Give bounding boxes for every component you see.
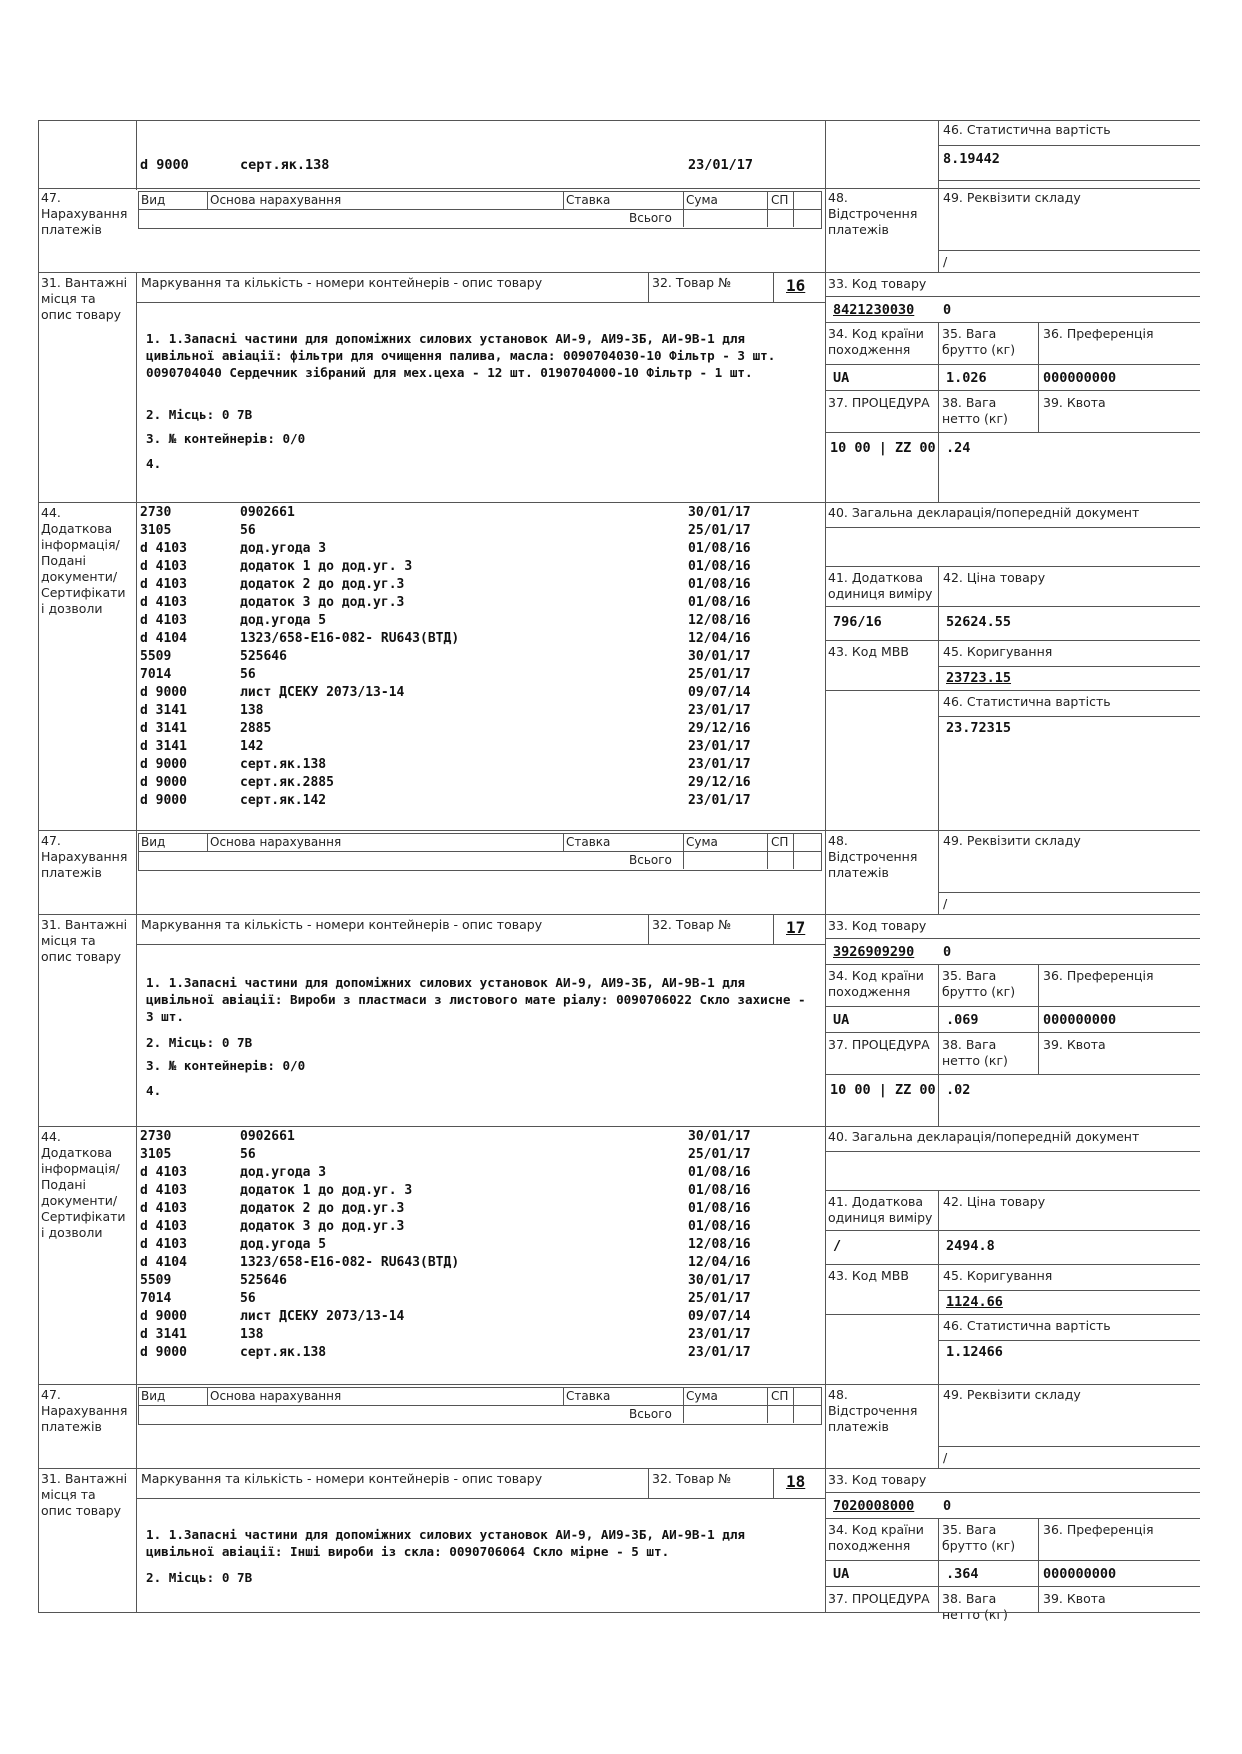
price-label: 42. Ціна товару [943,1194,1046,1209]
net-label: 38. Вага нетто (кг) [942,395,1008,426]
ref-doc: 138 [240,1327,264,1342]
item-number: 17 [786,918,806,937]
pref-value: 000000000 [1043,1566,1117,1582]
ref-dates [688,1128,798,1362]
ref-date: 01/08/16 [688,559,751,574]
procedure-value: 10 00 | ZZ 00 [830,1082,936,1098]
ref-code: d 9000 [140,1345,187,1360]
gross-value: .069 [946,1012,979,1028]
marking-label: Маркування та кількість - номери контейнерів - опис товару [141,1471,543,1486]
ref-code: d 4103 [140,1219,187,1234]
correction-label: 45. Коригування [943,1268,1053,1283]
line-4: 4. [146,1083,162,1098]
net-value: .24 [946,440,971,456]
containers-count: 3. № контейнерів: 0/0 [146,1058,306,1073]
places-count: 2. Місць: 0 7В [146,1570,253,1585]
ref-code: d 4103 [140,1183,187,1198]
ref-code: 7014 [140,1291,172,1306]
vid-header: Вид [141,193,166,207]
ref-code: d 9000 [140,1309,187,1324]
ref-code: 5509 [140,1273,172,1288]
code-suffix: 0 [943,302,952,318]
box47-label: 47. Нарахування платежів [41,190,128,237]
ref-code: d 9000 [140,757,187,772]
stat-value: 23.72315 [946,720,1012,736]
vid-header: Вид [141,835,166,849]
ref-doc: 2885 [240,721,272,736]
ref-date: 25/01/17 [688,523,751,538]
vid-header: Вид [141,1389,166,1403]
pref-label: 36. Преференція [1043,326,1154,341]
gross-label: 35. Вага брутто (кг) [942,1522,1016,1553]
line-4: 4. [146,456,162,471]
ref-code: d 4103 [140,595,187,610]
procedure-value: 10 00 | ZZ 00 [830,440,936,456]
ref-code: 3105 [140,1147,172,1162]
stat-label: 46. Статистична вартість [943,1318,1111,1333]
ref-doc: додаток 2 до дод.уг.3 [240,1201,405,1216]
ref-doc: додаток 3 до дод.уг.3 [240,1219,405,1234]
places-count: 2. Місць: 0 7В [146,1035,253,1050]
ref-code: d 9000 [140,775,187,790]
ref-doc: 525646 [240,649,287,664]
ref-doc: 142 [240,739,264,754]
ref-date: 23/01/17 [688,1327,751,1342]
ref-doc: 1323/658-Е16-082- RU643(ВТД) [240,631,460,646]
ref-date: 23/01/17 [688,757,751,772]
ref-doc: серт.як.142 [240,793,327,808]
ref-code: d 4103 [140,559,187,574]
ref-doc: серт.як.138 [240,757,327,772]
ref-docs [240,504,680,810]
ref-code: d 4103 [140,541,187,556]
origin-value: UA [833,1566,850,1582]
code-label: 33. Код товару [828,276,927,291]
ref-doc: лист ДСЕКУ 2073/13-14 [240,1309,405,1324]
ref-dates [688,504,798,810]
gross-label: 35. Вага брутто (кг) [942,326,1016,357]
ref-doc: 56 [240,667,256,682]
commodity-code: 7020008000 [833,1498,915,1514]
ref-date: 25/01/17 [688,1147,751,1162]
total-label: Всього [629,853,672,867]
quota-label: 39. Квота [1043,395,1106,410]
payment-table [138,833,822,871]
item-no-label: 32. Товар № [652,917,732,932]
ref-date: 30/01/17 [688,1273,751,1288]
code-label: 33. Код товару [828,1472,927,1487]
payment-table [138,1387,822,1425]
ref-code: 3105 [140,523,172,538]
ref-date: 25/01/17 [688,1291,751,1306]
ref-doc: дод.угода 3 [240,541,327,556]
quota-label: 39. Квота [1043,1037,1106,1052]
ref-date: 09/07/14 [688,685,751,700]
origin-label: 34. Код країни походження [828,326,924,357]
pref-value: 000000000 [1043,370,1117,386]
item-description: 1. 1.Запасні частини для допоміжних силових установок АИ-9, АИ9-3Б, АИ-9В-1 для цивільної авіації: фільтри для очищення палива, масла: 0090704030-10 Фільтр - 3 шт. 0090704040 Сердечник зібраний для мех.цеха - 12 шт. 0190704000-10 Фільтр - 1 шт. [146,331,776,380]
sp-header: СП [771,1389,789,1403]
price-value: 2494.8 [946,1238,995,1254]
ref-doc: серт.як.138 [240,1345,327,1360]
item-description: 1. 1.Запасні частини для допоміжних силових установок АИ-9, АИ9-3Б, АИ-9В-1 для цивільної авіації: Інші вироби із скла: 0090706064 Скло мірне - 5 шт. [146,1527,745,1559]
ref-code: d 4103 [140,1201,187,1216]
ref-doc: 525646 [240,1273,287,1288]
ref-doc: 56 [240,1147,256,1162]
gross-value: 1.026 [946,370,987,386]
ref-code: d 3141 [140,739,187,754]
origin-label: 34. Код країни походження [828,968,924,999]
ref-code: d 4103 [140,577,187,592]
item-number: 16 [786,276,806,295]
payment-table [138,191,822,229]
ref-code: d 4103 [140,1165,187,1180]
box48-label: 48. Відстрочення платежів [828,833,918,880]
box31-label: 31. Вантажні місця та опис товару [41,275,128,322]
commodity-code: 3926909290 [833,944,915,960]
ref-date: 23/01/17 [688,703,751,718]
net-label: 38. Вага нетто (кг) [942,1037,1008,1068]
add-unit-value: 796/16 [833,614,882,630]
code-suffix: 0 [943,1498,952,1514]
marking-label: Маркування та кількість - номери контейнерів - опис товару [141,917,543,932]
ref-doc: серт.як.138 [240,157,330,173]
correction-value: 1124.66 [946,1294,1003,1310]
ref-date: 23/01/17 [688,157,754,173]
ref-date: 12/08/16 [688,613,751,628]
mvv-label: 43. Код МВВ [828,1268,909,1283]
add-unit-label: 41. Додаткова одиниця виміру [828,570,933,601]
ref-code: d 9000 [140,685,187,700]
box31-label: 31. Вантажні місця та опис товару [41,917,128,964]
ref-date: 01/08/16 [688,1183,751,1198]
item-no-label: 32. Товар № [652,1471,732,1486]
procedure-label: 37. ПРОЦЕДУРА [828,1591,930,1606]
ref-doc: лист ДСЕКУ 2073/13-14 [240,685,405,700]
ref-doc: додаток 3 до дод.уг.3 [240,595,405,610]
suma-header: Сума [686,1389,718,1403]
ref-doc: серт.як.2885 [240,775,334,790]
ref-code: d 3141 [140,721,187,736]
ref-date: 23/01/17 [688,1345,751,1360]
origin-value: UA [833,370,850,386]
box49-label: 49. Реквізити складу [943,190,1081,205]
ref-doc: 0902661 [240,505,295,520]
ref-date: 01/08/16 [688,541,751,556]
box48-label: 48. Відстрочення платежів [828,190,918,237]
ref-date: 01/08/16 [688,595,751,610]
ref-code: 5509 [140,649,172,664]
box49-label: 49. Реквізити складу [943,833,1081,848]
stavka-header: Ставка [566,835,611,849]
correction-value: 23723.15 [946,670,1012,686]
stat-value-label: 46. Статистична вартість [943,122,1111,137]
ref-code: d 4104 [140,1255,187,1270]
quota-label: 39. Квота [1043,1591,1106,1606]
suma-header: Сума [686,193,718,207]
box49-slash: / [943,1450,948,1465]
ref-doc: дод.угода 5 [240,1237,327,1252]
total-label: Всього [629,211,672,225]
box48-label: 48. Відстрочення платежів [828,1387,918,1434]
ref-doc: додаток 1 до дод.уг. 3 [240,1183,413,1198]
ref-codes [140,504,230,810]
ref-doc: 0902661 [240,1129,295,1144]
ref-date: 12/08/16 [688,1237,751,1252]
item-description: 1. 1.Запасні частини для допоміжних силових установок АИ-9, АИ9-3Б, АИ-9В-1 для цивільної авіації: Вироби з пластмаси з листового мате ріалу: 0090706022 Скло захисне - 3 шт. [146,975,806,1024]
stat-label: 46. Статистична вартість [943,694,1111,709]
box44-label: 44. Додаткова інформація/ Подані документи/ Сертифікати і дозволи [41,505,126,616]
ref-date: 09/07/14 [688,1309,751,1324]
commodity-code: 8421230030 [833,302,915,318]
ref-date: 12/04/16 [688,631,751,646]
ref-date: 30/01/17 [688,505,751,520]
add-unit-value: / [833,1238,842,1254]
ref-date: 30/01/17 [688,649,751,664]
correction-label: 45. Коригування [943,644,1053,659]
box47-label: 47. Нарахування платежів [41,833,128,880]
ref-code: d 4103 [140,1237,187,1252]
pref-label: 36. Преференція [1043,1522,1154,1537]
suma-header: Сума [686,835,718,849]
ref-doc: 138 [240,703,264,718]
ref-code: d 9000 [140,793,187,808]
ref-date: 01/08/16 [688,1165,751,1180]
stat-value: 8.19442 [943,151,1000,167]
box47-label: 47. Нарахування платежів [41,1387,128,1434]
box49-slash: / [943,896,948,911]
procedure-label: 37. ПРОЦЕДУРА [828,1037,930,1052]
ref-doc: 56 [240,523,256,538]
origin-label: 34. Код країни походження [828,1522,924,1553]
ref-doc: 56 [240,1291,256,1306]
procedure-label: 37. ПРОЦЕДУРА [828,395,930,410]
box49-label: 49. Реквізити складу [943,1387,1081,1402]
total-label: Всього [629,1407,672,1421]
stavka-header: Ставка [566,193,611,207]
pref-value: 000000000 [1043,1012,1117,1028]
ref-code: d 3141 [140,703,187,718]
origin-value: UA [833,1012,850,1028]
code-label: 33. Код товару [828,918,927,933]
ref-date: 12/04/16 [688,1255,751,1270]
box31-label: 31. Вантажні місця та опис товару [41,1471,128,1518]
ref-date: 01/08/16 [688,1219,751,1234]
ref-codes [140,1128,230,1362]
item-number: 18 [786,1472,806,1491]
sp-header: СП [771,193,789,207]
gross-value: .364 [946,1566,979,1582]
ref-code: d 4104 [140,631,187,646]
containers-count: 3. № контейнерів: 0/0 [146,431,306,446]
ref-date: 01/08/16 [688,1201,751,1216]
ref-code: d 9000 [140,157,189,173]
ref-doc: додаток 2 до дод.уг.3 [240,577,405,592]
mvv-label: 43. Код МВВ [828,644,909,659]
ref-date: 25/01/17 [688,667,751,682]
code-suffix: 0 [943,944,952,960]
ref-date: 29/12/16 [688,721,751,736]
general-decl-label: 40. Загальна декларація/попередній документ [828,505,1140,520]
ref-date: 23/01/17 [688,793,751,808]
ref-doc: додаток 1 до дод.уг. 3 [240,559,413,574]
ref-code: 7014 [140,667,172,682]
box49-slash: / [943,254,948,269]
ref-doc: дод.угода 5 [240,613,327,628]
osnova-header: Основа нарахування [210,193,342,207]
gross-label: 35. Вага брутто (кг) [942,968,1016,999]
net-label: 38. Вага нетто (кг) [942,1591,1008,1622]
ref-docs [240,1128,680,1362]
ref-date: 23/01/17 [688,739,751,754]
ref-date: 30/01/17 [688,1129,751,1144]
box44-label: 44. Додаткова інформація/ Подані документи/ Сертифікати і дозволи [41,1129,126,1240]
osnova-header: Основа нарахування [210,1389,342,1403]
ref-code: 2730 [140,505,172,520]
price-value: 52624.55 [946,614,1012,630]
item-no-label: 32. Товар № [652,275,732,290]
add-unit-label: 41. Додаткова одиниця виміру [828,1194,933,1225]
ref-code: d 3141 [140,1327,187,1342]
marking-label: Маркування та кількість - номери контейнерів - опис товару [141,275,543,290]
ref-code: 2730 [140,1129,172,1144]
ref-date: 01/08/16 [688,577,751,592]
ref-code: d 4103 [140,613,187,628]
pref-label: 36. Преференція [1043,968,1154,983]
stat-value: 1.12466 [946,1344,1003,1360]
stavka-header: Ставка [566,1389,611,1403]
places-count: 2. Місць: 0 7В [146,407,253,422]
ref-date: 29/12/16 [688,775,751,790]
sp-header: СП [771,835,789,849]
net-value: .02 [946,1082,971,1098]
general-decl-label: 40. Загальна декларація/попередній документ [828,1129,1140,1144]
price-label: 42. Ціна товару [943,570,1046,585]
ref-doc: дод.угода 3 [240,1165,327,1180]
ref-doc: 1323/658-Е16-082- RU643(ВТД) [240,1255,460,1270]
osnova-header: Основа нарахування [210,835,342,849]
